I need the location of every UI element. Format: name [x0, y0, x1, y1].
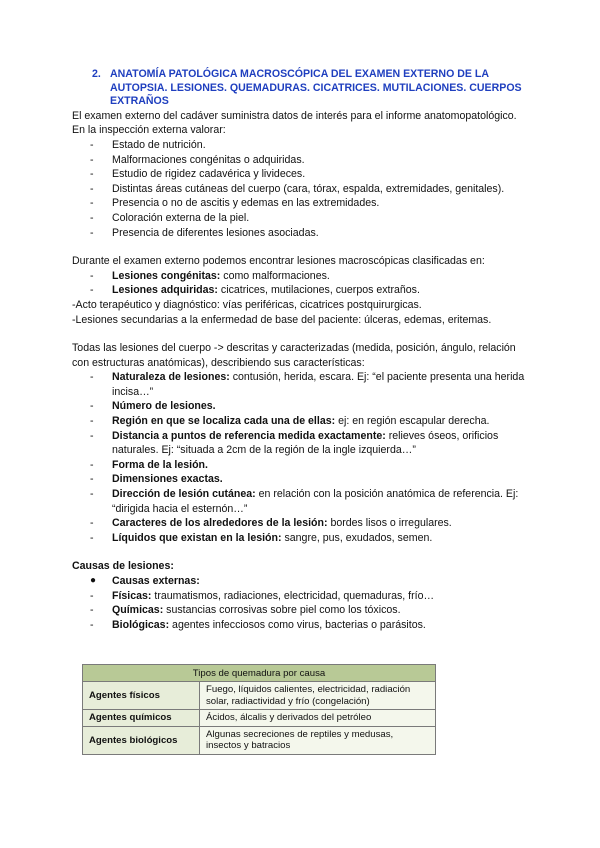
list-item: - Físicas: traumatismos, radiaciones, electricidad, quemaduras, frío…: [90, 589, 435, 602]
list-item: - Forma de la lesión.: [90, 458, 208, 471]
list-item: - Número de lesiones.: [90, 400, 216, 413]
list-item: - Caracteres de los alrededores de la lesión: bordes lisos o irregulares.: [90, 517, 452, 530]
characteristics-list: [72, 370, 532, 545]
list-item: ● Causas externas:: [72, 574, 532, 589]
causes-title: Causas de lesiones:: [72, 560, 174, 573]
exam-intro-paragraph: Durante el examen externo podemos encontrar lesiones macroscópicas clasificadas en:: [72, 255, 485, 268]
list-item: - Distintas áreas cutáneas del cuerpo (cara, tórax, espalda, extremidades, genitales).: [90, 182, 505, 195]
extra-line: -Acto terapéutico y diagnóstico: vías periféricas, cicatrices postquirurgicas.: [72, 298, 422, 311]
list-item: - Lesiones congénitas: como malformaciones.: [90, 269, 330, 282]
list-item: - Presencia de diferentes lesiones asociadas.: [90, 226, 319, 239]
lesion-types-list: [72, 269, 532, 298]
list-item: - Presencia o no de ascitis y edemas en las extremidades.: [90, 197, 380, 210]
inspection-list: [72, 138, 532, 240]
list-item: - Lesiones adquiridas: cicatrices, mutilaciones, cuerpos extraños.: [90, 284, 420, 297]
list-item: - Malformaciones congénitas o adquiridas.: [90, 153, 305, 166]
burn-types-table: [82, 664, 436, 755]
list-item: - Dirección de lesión cutánea: en relación con la posición anatómica de referencia. Ej: “dirigida hacia el esternón…”: [90, 488, 519, 515]
causes-list: [72, 574, 532, 632]
list-item: - Distancia a puntos de referencia medida exactamente: relieves óseos, orificios naturales. Ej: “situada a 2cm de la región de la ingle izquierda…”: [90, 429, 499, 457]
agent-cell: Agentes biológicos: [83, 726, 200, 754]
document-page: [72, 68, 532, 632]
table-header: Tipos de quemadura por causa: [83, 665, 436, 682]
description-cell: Algunas secreciones de reptiles y medusas, insectos y batracios: [200, 726, 436, 754]
list-item: - Estado de nutrición.: [90, 138, 206, 151]
intro-paragraph: El examen externo del cadáver suministra datos de interés para el informe anatomopatológico. En la inspección externa valorar:: [72, 109, 517, 137]
description-cell: Ácidos, álcalis y derivados del petróleo: [200, 710, 436, 727]
list-item: - Biológicas: agentes infecciosos como virus, bacterias o parásitos.: [90, 618, 426, 631]
table-header-row: [83, 665, 436, 682]
section-title: ANATOMÍA PATOLÓGICA MACROSCÓPICA DEL EXAMEN EXTERNO DE LA AUTOPSIA. LESIONES. QUEMADURAS. CICATRICES. MUTILACIONES. CUERPOS EXTRAÑOS: [110, 68, 522, 108]
description-intro-paragraph: Todas las lesiones del cuerpo -> descritas y caracterizadas (medida, posición, ángulo, relación con estructuras anatómicas), describiendo sus características:: [72, 342, 516, 369]
section-number: 2.: [92, 68, 101, 80]
agent-cell: Agentes químicos: [83, 710, 200, 727]
list-item: - Naturaleza de lesiones: contusión, herida, escara. Ej: “el paciente presenta una herida incisa…”: [90, 371, 525, 398]
extra-line: -Lesiones secundarias a la enfermedad de base del paciente: úlceras, edemas, eritemas.: [72, 313, 492, 326]
table-row: [83, 710, 436, 727]
list-item: - Coloración externa de la piel.: [90, 211, 250, 224]
bullet-icon: ●: [90, 575, 97, 586]
table-row: [83, 682, 436, 710]
list-item: - Estudio de rigidez cadavérica y livideces.: [90, 168, 306, 181]
list-item: - Dimensiones exactas.: [90, 473, 223, 486]
list-item: - Líquidos que existan en la lesión: sangre, pus, exudados, semen.: [90, 531, 433, 544]
section-heading: [92, 68, 532, 109]
description-cell: Fuego, líquidos calientes, electricidad, radiación solar, radiactividad y frío (congelación): [200, 682, 436, 710]
list-item: - Región en que se localiza cada una de ellas: ej: en región escapular derecha.: [90, 415, 490, 428]
table-row: [83, 726, 436, 754]
agent-cell: Agentes físicos: [83, 682, 200, 710]
list-item: - Químicas: sustancias corrosivas sobre piel como los tóxicos.: [90, 604, 401, 617]
